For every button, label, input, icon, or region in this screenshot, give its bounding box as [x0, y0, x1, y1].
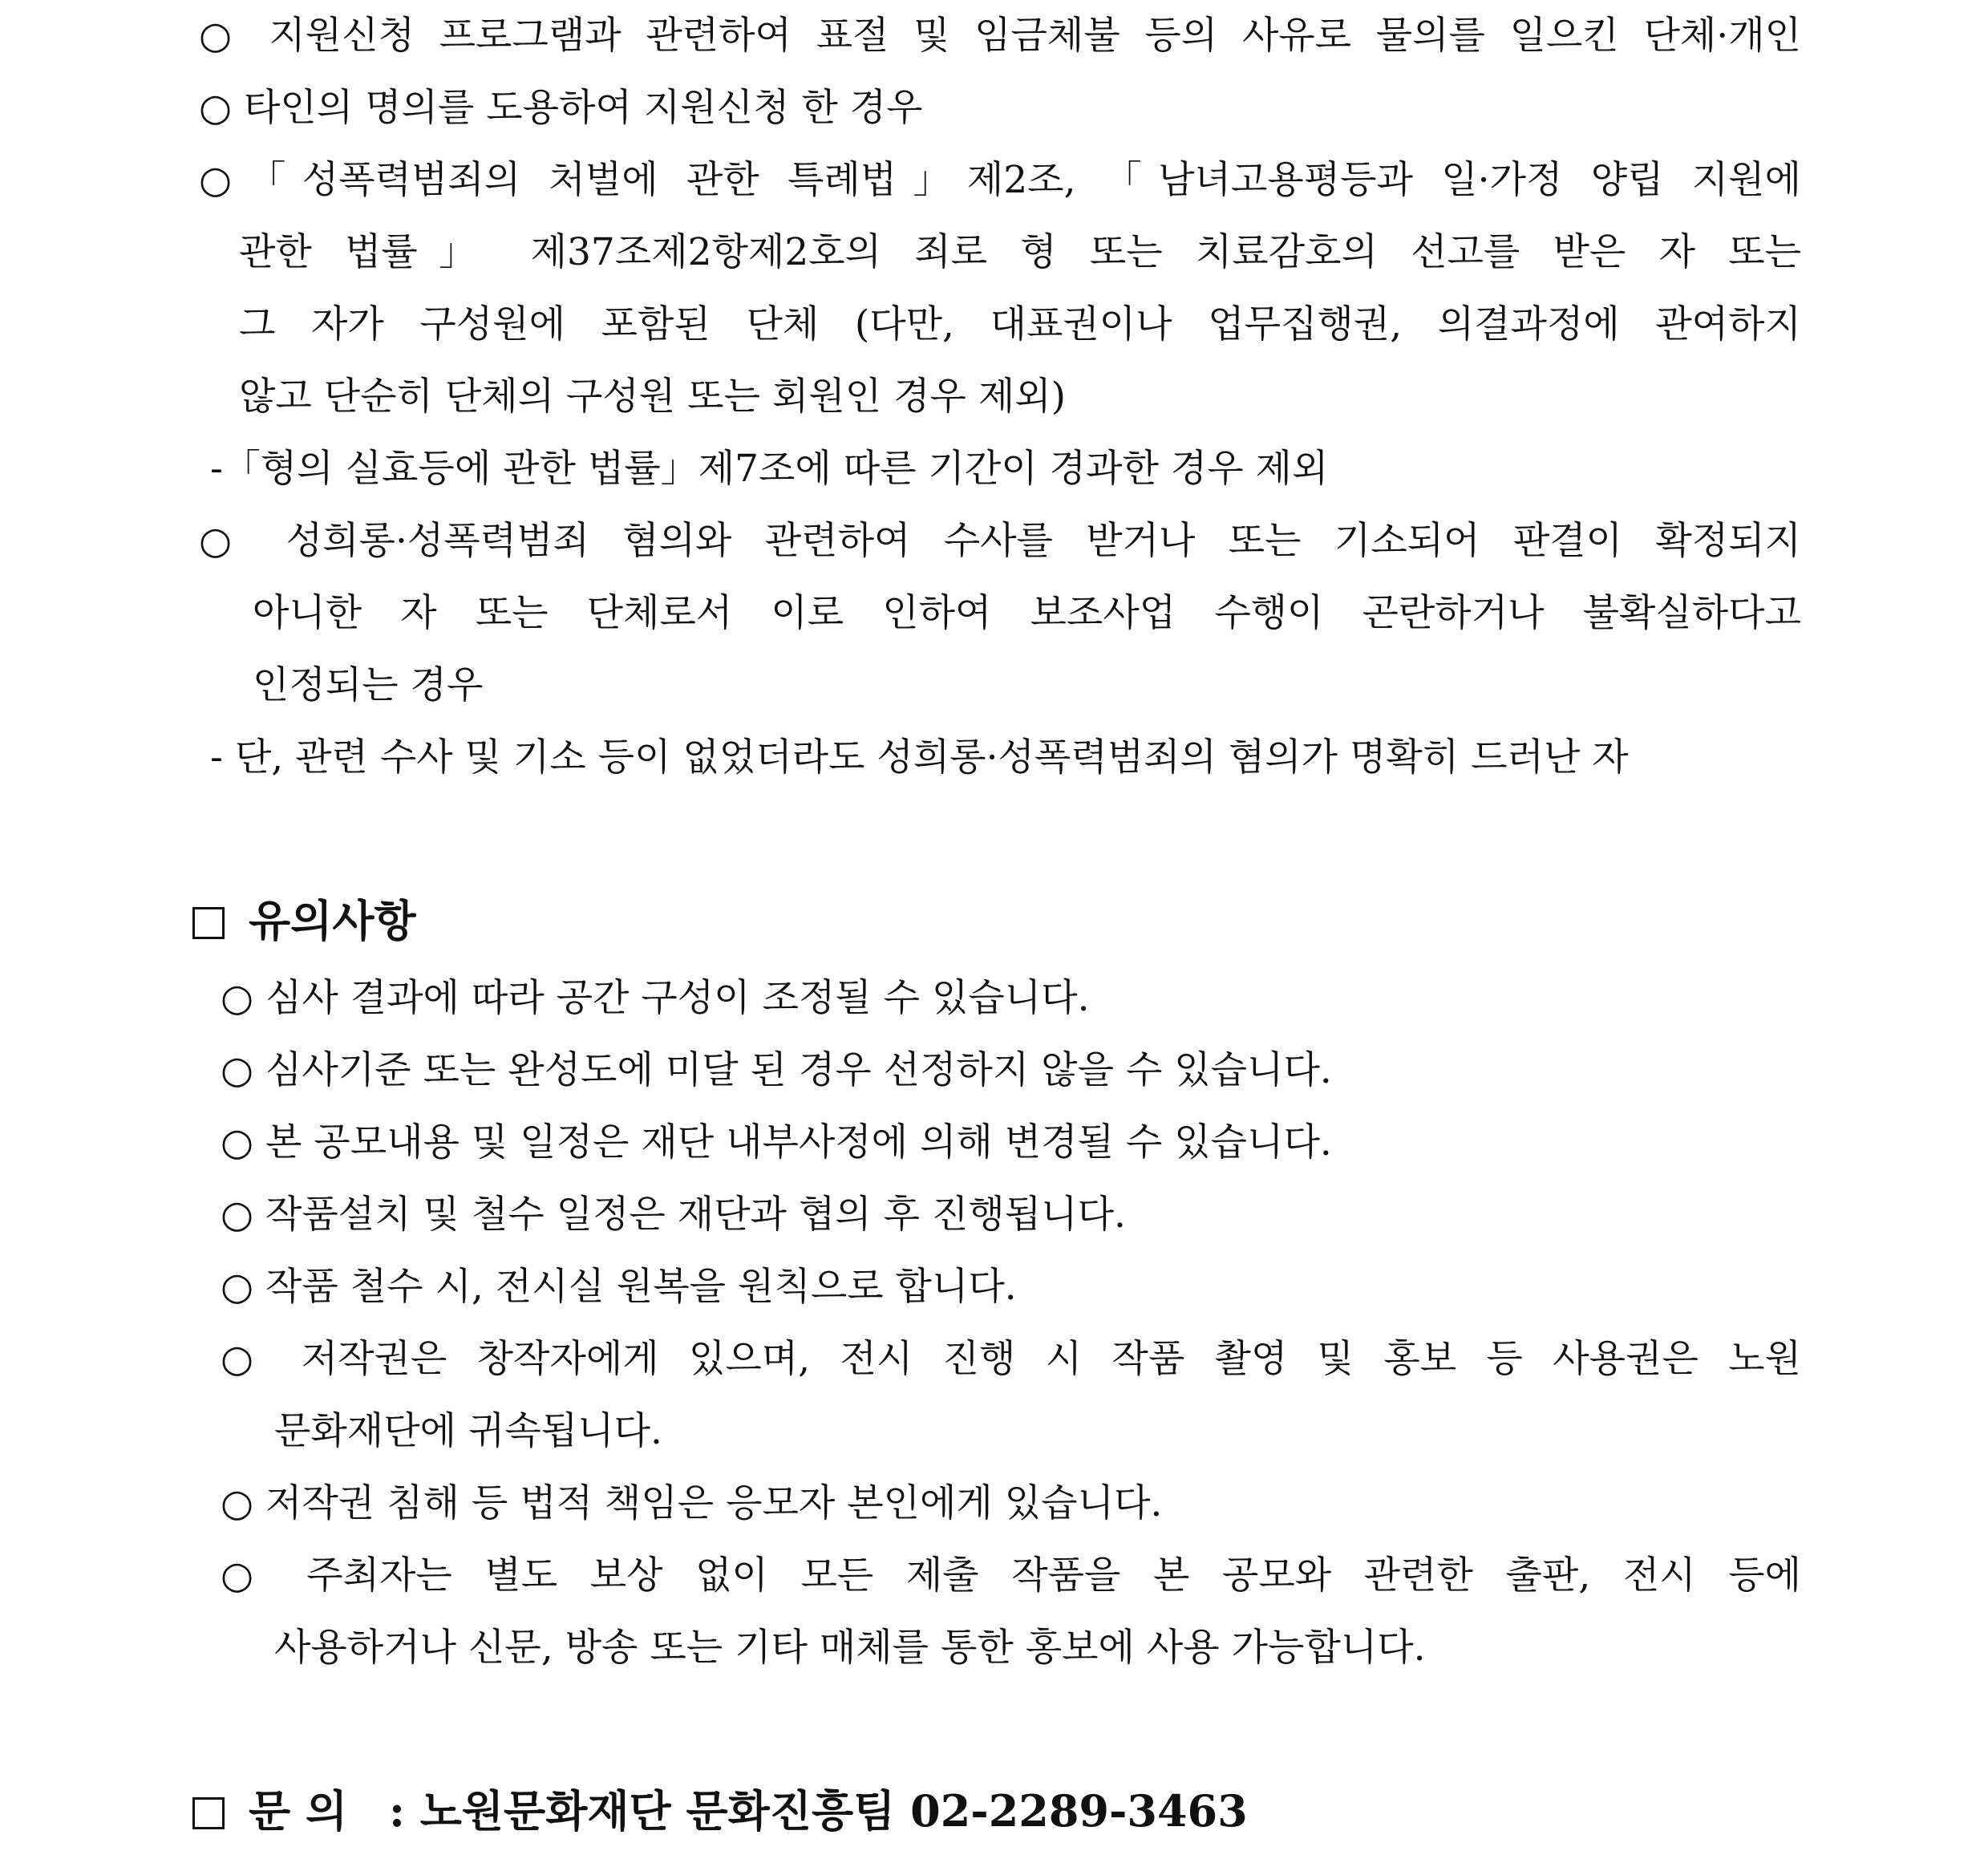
- notes-heading: [192, 894, 416, 947]
- notes-item: ○ 저작권은 창작자에게 있으며, 전시 진행 시 작품 촬영 및 홍보 등 사용권은 노원: [221, 1337, 1801, 1381]
- disqualification-item-continuation: 관한 법률」 제37조제2항제2호의 죄로 형 또는 치료감호의 선고를 받은 자 또는: [239, 230, 1801, 274]
- notes-item: ○ 저작권 침해 등 법적 책임은 응모자 본인에게 있습니다.: [221, 1481, 1163, 1525]
- disqualification-item-continuation: 아니한 자 또는 단체로서 이로 인하여 보조사업 수행이 곤란하거나 불확실하다고: [253, 591, 1801, 635]
- checkbox-square-icon: [192, 1797, 225, 1829]
- notes-item: ○ 심사기준 또는 완성도에 미달 된 경우 선정하지 않을 수 있습니다.: [221, 1048, 1332, 1092]
- notes-item: ○ 주최자는 별도 보상 없이 모든 제출 작품을 본 공모와 관련한 출판, 전시 등에: [221, 1553, 1801, 1598]
- notes-heading-text: 유의사항: [249, 895, 416, 946]
- notes-item-continuation: 문화재단에 귀속됩니다.: [274, 1409, 662, 1453]
- notes-item-continuation: 사용하거나 신문, 방송 또는 기타 매체를 통한 홍보에 사용 가능합니다.: [274, 1626, 1426, 1670]
- disqualification-subitem: -「형의 실효등에 관한 법률」제7조에 따른 기간이 경과한 경우 제외: [210, 447, 1329, 491]
- contact-line: [192, 1784, 1248, 1837]
- notes-item: ○ 심사 결과에 따라 공간 구성이 조정될 수 있습니다.: [221, 976, 1090, 1020]
- disqualification-item: ○ 타인의 명의를 도용하여 지원신청 한 경우: [199, 86, 923, 130]
- contact-info: : 노원문화재단 문화진흥팀 02-2289-3463: [389, 1785, 1248, 1837]
- disqualification-subitem: - 단, 관련 수사 및 기소 등이 없었더라도 성희롱·성폭력범죄의 혐의가 명확히 드러난 자: [210, 735, 1629, 780]
- disqualification-item: ○ 성희롱·성폭력범죄 혐의와 관련하여 수사를 받거나 또는 기소되어 판결이 확정되지: [199, 519, 1801, 563]
- disqualification-item-continuation: 않고 단순히 단체의 구성원 또는 회원인 경우 제외): [239, 375, 1066, 419]
- contact-label: 문 의: [249, 1785, 348, 1837]
- disqualification-item: ○ 지원신청 프로그램과 관련하여 표절 및 임금체불 등의 사유로 물의를 일으킨 단체·개인: [199, 14, 1801, 58]
- disqualification-item: ○「성폭력범죄의 처벌에 관한 특례법」제2조, 「남녀고용평등과 일·가정 양립 지원에: [199, 158, 1801, 202]
- notes-item: ○ 본 공모내용 및 일정은 재단 내부사정에 의해 변경될 수 있습니다.: [221, 1120, 1332, 1164]
- checkbox-square-icon: [192, 907, 225, 939]
- disqualification-item-continuation: 인정되는 경우: [253, 663, 484, 707]
- notes-item: ○ 작품설치 및 철수 일정은 재단과 협의 후 진행됩니다.: [221, 1193, 1126, 1237]
- disqualification-item-continuation: 그 자가 구성원에 포함된 단체 (다만, 대표권이나 업무집행권, 의결과정에 관여하지: [239, 302, 1801, 346]
- notes-item: ○ 작품 철수 시, 전시실 원복을 원칙으로 합니다.: [221, 1265, 1017, 1309]
